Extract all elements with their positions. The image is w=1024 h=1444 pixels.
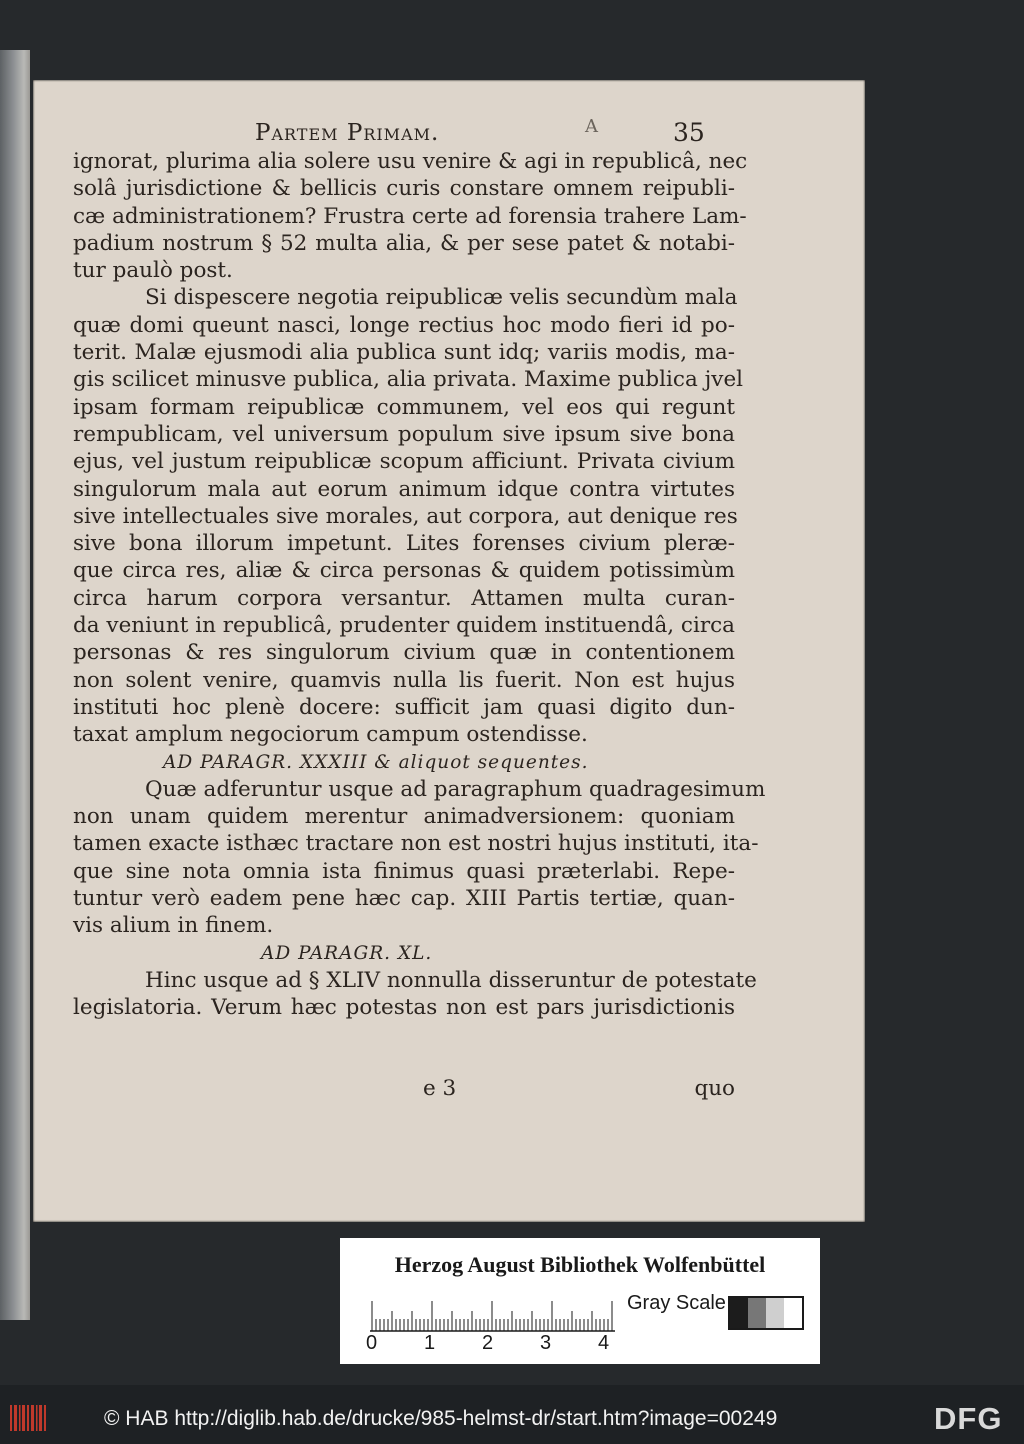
dfg-logo: DFG — [934, 1401, 1003, 1436]
text-line: que sine nota omnia ista finimus quasi præterlabi. Repe- — [73, 858, 735, 884]
gray-scale-label: Gray Scale — [627, 1292, 726, 1314]
ruler-number: 4 — [598, 1332, 610, 1354]
text-line: sive bona illorum impetunt. Lites forenses civium pleræ- — [73, 531, 735, 557]
header-ornament: A — [585, 116, 598, 137]
text-line: sive intellectuales sive morales, aut corpora, aut denique res — [73, 503, 738, 529]
catchword: quo — [694, 1076, 735, 1101]
text-line: quæ domi queunt nasci, longe rectius hoc modo fieri id po- — [73, 312, 735, 338]
ruler-number: 3 — [540, 1332, 552, 1354]
text-line: da veniunt in republicâ, prudenter quidem instituendâ, circa — [73, 613, 735, 639]
library-name: Herzog August Bibliothek Wolfenbüttel — [394, 1252, 766, 1277]
hab-barcode-icon — [8, 1401, 48, 1435]
ruler-number: 2 — [482, 1332, 494, 1354]
text-line: solâ jurisdictione & bellicis curis constare omnem reipubli- — [73, 176, 735, 202]
viewer-footer-bar — [0, 1395, 1024, 1444]
ruler-number: 0 — [366, 1332, 378, 1354]
text-line: Si dispescere negotia reipublicæ velis secundùm mala — [145, 285, 738, 311]
text-line: vis alium in finem. — [73, 913, 274, 939]
text-line: taxat amplum negociorum campum ostendisse. — [73, 722, 588, 748]
text-line: personas & res singulorum civium quæ in contentionem — [73, 640, 735, 666]
page-body-text — [73, 148, 766, 1022]
page-footer — [73, 1076, 735, 1106]
copyright-url[interactable]: © HAB http://diglib.hab.de/drucke/985-helmst-dr/start.htm?image=00249 — [104, 1407, 778, 1430]
text-line: instituti hoc plenè docere: sufficit jam quasi digito dun- — [73, 694, 735, 720]
gray-swatch-cell — [766, 1298, 784, 1328]
text-line: non unam quidem merentur animadversionem: quoniam — [73, 804, 735, 830]
text-line: ipsam formam reipublicæ communem, vel eos qui regunt — [73, 394, 735, 420]
section-heading: AD PARAGR. XL. — [261, 942, 433, 964]
text-line: Quæ adferuntur usque ad paragraphum quadragesimum — [145, 776, 766, 802]
text-line: ignorat, plurima alia solere usu venire & agi in republicâ, nec — [73, 149, 748, 174]
page-number: 35 — [673, 118, 705, 147]
text-line: que circa res, aliæ & circa personas & quidem potissimùm — [73, 558, 735, 584]
text-line: singulorum mala aut eorum animum idque contra virtutes — [73, 476, 735, 502]
text-line: tuntur verò eadem pene hæc cap. XIII Partis tertiæ, quan- — [73, 886, 735, 912]
text-line: legislatoria. Verum hæc potestas non est pars jurisdictionis — [73, 995, 735, 1021]
text-line: terit. Malæ ejusmodi alia publica sunt idq; variis modis, ma- — [73, 340, 735, 366]
ruler-number: 1 — [424, 1332, 436, 1354]
text-line: non solent venire, quamvis nulla lis fuerit. Non est hujus — [73, 667, 735, 693]
text-line: rempublicam, vel universum populum sive ipsum sive bona — [73, 421, 735, 447]
gray-swatch-cell — [784, 1298, 802, 1328]
section-heading: AD PARAGR. XXXIII & aliquot sequentes. — [163, 751, 589, 773]
gray-swatch-cell — [730, 1298, 748, 1328]
library-color-card — [340, 1238, 820, 1364]
signature-mark: e 3 — [423, 1076, 457, 1101]
text-line: tur paulò post. — [73, 258, 233, 284]
running-title: Partem Primam. — [255, 120, 440, 146]
text-line: tamen exacte isthæc tractare non est nostri hujus instituti, ita- — [73, 831, 759, 857]
book-spine-edge — [0, 50, 30, 1320]
text-line: gis scilicet minusve publica, alia privata. Maxime publica jvel — [73, 367, 744, 393]
text-line: cæ administrationem? Frustra certe ad forensia trahere Lam- — [73, 203, 747, 229]
text-line: ejus, vel justum reipublicæ scopum afficiunt. Privata civium — [73, 449, 735, 475]
text-line: circa harum corpora versantur. Attamen multa curan- — [73, 585, 735, 611]
gray-scale-swatch — [728, 1296, 804, 1330]
scale-ruler — [370, 1290, 615, 1332]
gray-swatch-cell — [748, 1298, 766, 1328]
ruler-numbers — [362, 1332, 622, 1360]
text-line: padium nostrum § 52 multa alia, & per sese patet & notabi- — [73, 230, 735, 256]
text-line: Hinc usque ad § XLIV nonnulla disseruntur de potestate — [145, 967, 757, 993]
